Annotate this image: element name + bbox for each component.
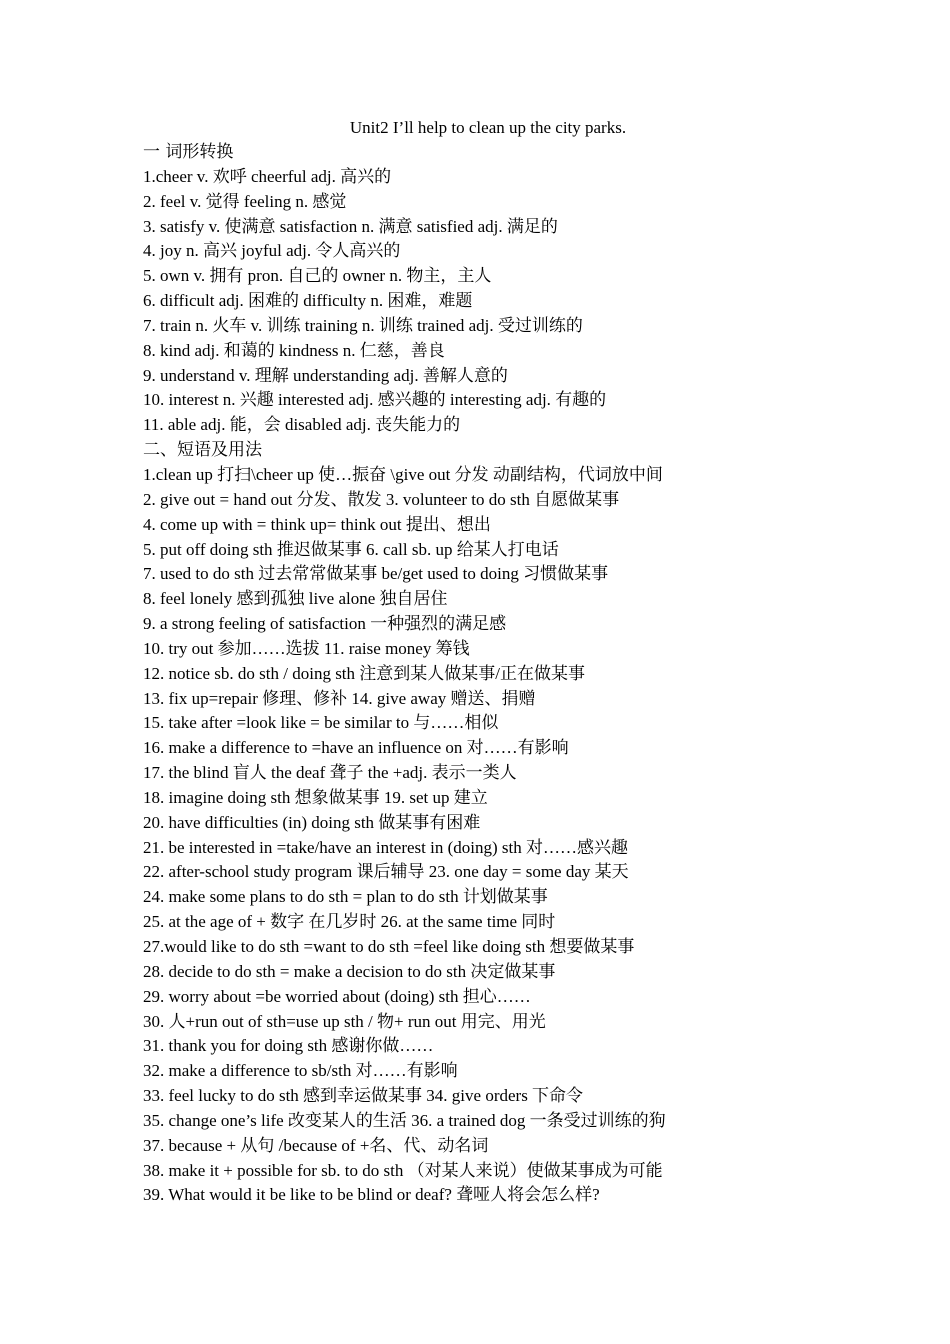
list-item: 31. thank you for doing sth 感谢你做…… (143, 1036, 434, 1056)
list-item: 39. What would it be like to be blind or deaf? 聋哑人将会怎么样? (143, 1185, 600, 1205)
list-item: 5. put off doing sth 推迟做某事 6. call sb. up 给某人打电话 (143, 539, 559, 559)
list-item: 22. after-school study program 课后辅导 23. one day = some day 某天 (143, 862, 629, 882)
list-item: 20. have difficulties (in) doing sth 做某事有困难 (143, 812, 481, 832)
list-item: 17. the blind 盲人 the deaf 聋子 the +adj. 表示一类人 (143, 763, 517, 783)
list-item: 30. 人+run out of sth=use up sth / 物+ run out 用完、用光 (143, 1011, 546, 1031)
section-heading-word-forms: 一 词形转换 (143, 142, 234, 162)
list-item: 25. at the age of + 数字 在几岁时 26. at the same time 同时 (143, 912, 556, 932)
list-item: 5. own v. 拥有 pron. 自己的 owner n. 物主，主人 (143, 266, 492, 286)
word-forms-list (143, 165, 823, 438)
list-item: 15. take after =look like = be similar to 与……相似 (143, 713, 499, 733)
list-item: 12. notice sb. do sth / doing sth 注意到某人做某事/正在做某事 (143, 663, 585, 683)
list-item: 16. make a difference to =have an influence on 对……有影响 (143, 738, 569, 758)
list-item: 10. try out 参加……选拔 11. raise money 筹钱 (143, 638, 470, 658)
list-item: 4. joy n. 高兴 joyful adj. 令人高兴的 (143, 241, 401, 261)
list-item: 8. kind adj. 和蔼的 kindness n. 仁慈，善良 (143, 340, 445, 360)
list-item: 9. a strong feeling of satisfaction 一种强烈的满足感 (143, 614, 507, 634)
list-item: 27.would like to do sth =want to do sth =feel like doing sth 想要做某事 (143, 937, 635, 956)
list-item: 32. make a difference to sb/sth 对……有影响 (143, 1061, 458, 1081)
section-heading-phrases: 二、短语及用法 (143, 440, 262, 461)
list-item: 13. fix up=repair 修理、修补 14. give away 赠送、捐赠 (143, 688, 536, 708)
list-item: 11. able adj. 能，会 disabled adj. 丧失能力的 (143, 415, 461, 435)
document-page (143, 116, 823, 1208)
list-item: 1.clean up 打扫\cheer up 使…振奋 \give out 分发 动副结构，代词放中间 (143, 464, 663, 484)
list-item: 2. give out = hand out 分发、散发 3. volunteer to do sth 自愿做某事 (143, 489, 620, 509)
list-item: 18. imagine doing sth 想象做某事 19. set up 建立 (143, 787, 488, 807)
list-item: 9. understand v. 理解 understanding adj. 善解人意的 (143, 365, 508, 385)
list-item: 33. feel lucky to do sth 感到幸运做某事 34. give orders 下命令 (143, 1086, 584, 1106)
list-item: 38. make it + possible for sb. to do sth （对某人来说）使做某事成为可能 (143, 1160, 663, 1180)
list-item: 24. make some plans to do sth = plan to do sth 计划做某事 (143, 887, 548, 907)
list-item: 4. come up with = think up= think out 提出、想出 (143, 514, 491, 534)
list-item: 35. change one’s life 改变某人的生活 36. a trained dog 一条受过训练的狗 (143, 1110, 666, 1130)
list-item: 6. difficult adj. 困难的 difficulty n. 困难，难题 (143, 291, 473, 311)
list-item: 1.cheer v. 欢呼 cheerful adj. 高兴的 (143, 166, 392, 186)
list-item: 8. feel lonely 感到孤独 live alone 独自居住 (143, 589, 448, 609)
phrases-list (143, 463, 823, 1208)
list-item: 28. decide to do sth = make a decision to do sth 决定做某事 (143, 961, 556, 981)
list-item: 3. satisfy v. 使满意 satisfaction n. 满意 satisfied adj. 满足的 (143, 216, 558, 236)
list-item: 37. because + 从句 /because of +名、代、动名词 (143, 1135, 489, 1155)
list-item: 21. be interested in =take/have an interest in (doing) sth 对……感兴趣 (143, 837, 629, 857)
document-title: Unit2 I’ll help to clean up the city parks. (349, 118, 627, 137)
list-item: 2. feel v. 觉得 feeling n. 感觉 (143, 191, 347, 211)
list-item: 7. used to do sth 过去常常做某事 be/get used to doing 习惯做某事 (143, 564, 609, 584)
list-item: 10. interest n. 兴趣 interested adj. 感兴趣的 interesting adj. 有趣的 (143, 390, 607, 410)
list-item: 29. worry about =be worried about (doing) sth 担心…… (143, 986, 531, 1006)
list-item: 7. train n. 火车 v. 训练 training n. 训练 trained adj. 受过训练的 (143, 315, 583, 335)
